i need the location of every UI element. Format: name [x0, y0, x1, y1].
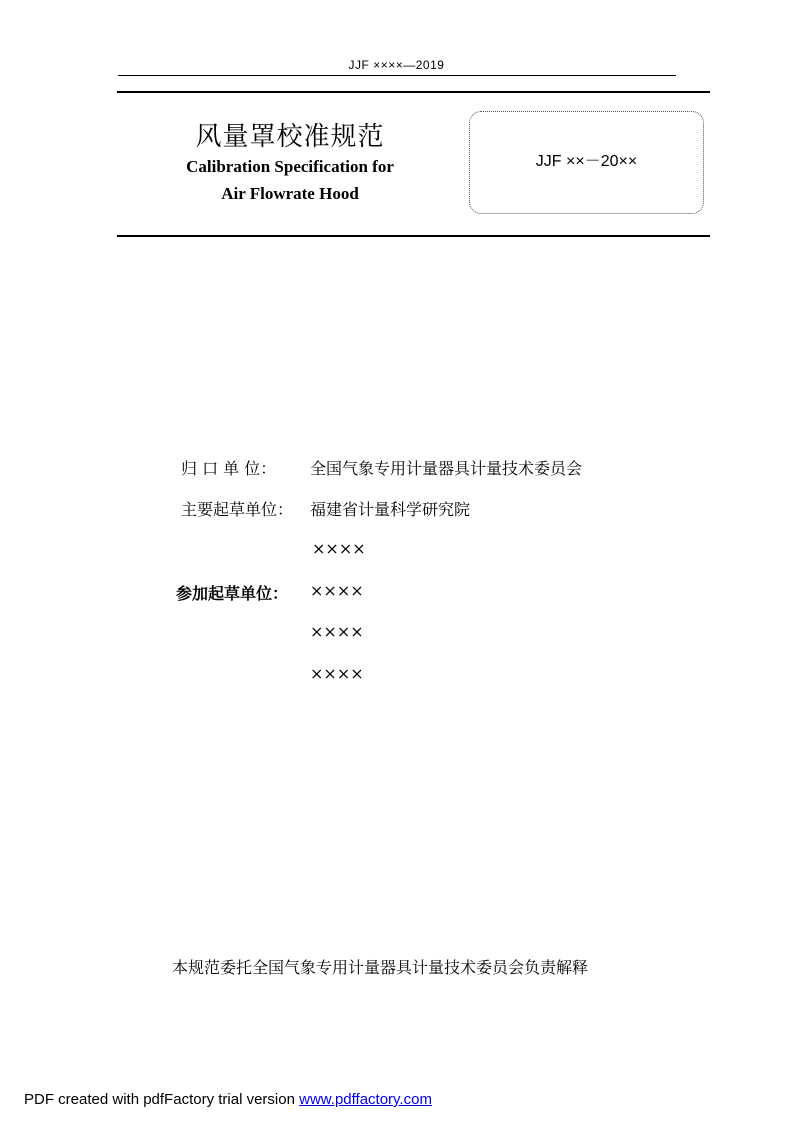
title-english-line2: Air Flowrate Hood: [221, 184, 359, 203]
unit-value-participating-1: ××××: [310, 581, 364, 600]
pdffactory-link[interactable]: www.pdffactory.com: [299, 1091, 432, 1108]
unit-value-participating-3: ××××: [310, 664, 364, 683]
unit-label-guikou: 归 口 单 位：: [181, 459, 277, 478]
unit-value-main-drafter-2: ××××: [312, 539, 366, 558]
unit-label-main-drafter: 主要起草单位：: [181, 500, 294, 519]
unit-label-participating: 参加起草单位：: [176, 584, 289, 603]
unit-value-guikou: 全国气象专用计量器具计量技术委员会: [310, 459, 583, 478]
title-english-line1: Calibration Specification for: [186, 157, 394, 176]
interpretation-note: 本规范委托全国气象专用计量器具计量技术委员会负责解释: [171, 958, 588, 977]
title-bottom-rule: [117, 235, 710, 237]
code-box-text: JJF ××－20××: [535, 153, 638, 170]
pdf-watermark-note: [24, 1091, 432, 1108]
header-code-line: JJF ××××—2019: [348, 58, 445, 72]
title-chinese: 风量罩校准规范: [195, 122, 385, 152]
title-top-rule: [117, 91, 710, 93]
unit-value-participating-2: ××××: [310, 622, 364, 641]
unit-value-main-drafter: 福建省计量科学研究院: [310, 500, 471, 519]
header-rule: [118, 75, 676, 76]
pdf-note-text: PDF created with pdfFactory trial version: [24, 1091, 300, 1108]
